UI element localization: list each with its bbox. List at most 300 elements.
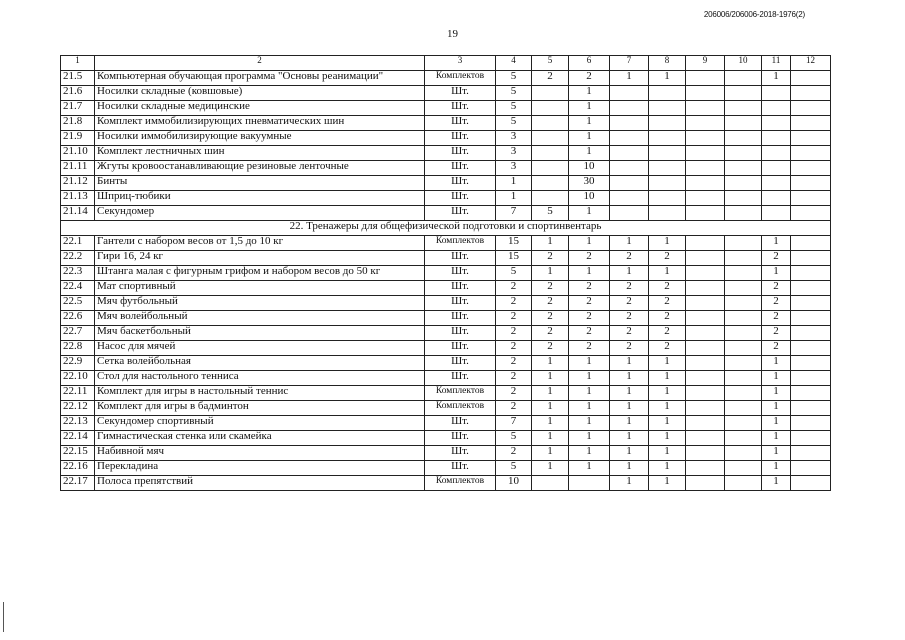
item-name: Комплект для игры в настольный теннис <box>95 386 425 401</box>
quantity-cell-9 <box>686 176 725 191</box>
equipment-table <box>60 55 831 491</box>
quantity-cell-10 <box>725 101 762 116</box>
quantity-cell-6: 2 <box>569 326 610 341</box>
header-col-3: 3 <box>425 56 496 71</box>
item-unit: Шт. <box>425 446 496 461</box>
row-number: 22.3 <box>61 266 95 281</box>
item-unit: Шт. <box>425 296 496 311</box>
item-name: Комплект для игры в бадминтон <box>95 401 425 416</box>
quantity-cell-12 <box>791 371 831 386</box>
item-name: Носилки складные (ковшовые) <box>95 86 425 101</box>
quantity-cell-6: 2 <box>569 341 610 356</box>
header-col-12: 12 <box>791 56 831 71</box>
item-name: Стол для настольного тенниса <box>95 371 425 386</box>
quantity-cell-6: 1 <box>569 386 610 401</box>
quantity-cell-8 <box>649 101 686 116</box>
item-unit: Комплектов <box>425 476 496 491</box>
quantity-cell-6: 2 <box>569 71 610 86</box>
quantity-cell-4: 10 <box>496 476 532 491</box>
margin-mark <box>3 602 4 632</box>
quantity-cell-4: 2 <box>496 356 532 371</box>
row-number: 22.11 <box>61 386 95 401</box>
quantity-cell-7: 1 <box>610 476 649 491</box>
quantity-cell-10 <box>725 401 762 416</box>
quantity-cell-5: 1 <box>532 461 569 476</box>
quantity-cell-11: 1 <box>762 266 791 281</box>
quantity-cell-6: 1 <box>569 356 610 371</box>
quantity-cell-11: 2 <box>762 341 791 356</box>
item-unit: Шт. <box>425 371 496 386</box>
quantity-cell-5: 2 <box>532 326 569 341</box>
table-row <box>61 311 831 326</box>
item-unit: Шт. <box>425 431 496 446</box>
row-number: 22.10 <box>61 371 95 386</box>
quantity-cell-7 <box>610 161 649 176</box>
quantity-cell-12 <box>791 311 831 326</box>
table-row <box>61 461 831 476</box>
quantity-cell-10 <box>725 341 762 356</box>
item-unit: Шт. <box>425 131 496 146</box>
quantity-cell-6: 1 <box>569 101 610 116</box>
row-number: 22.15 <box>61 446 95 461</box>
quantity-cell-5: 2 <box>532 71 569 86</box>
quantity-cell-8: 1 <box>649 416 686 431</box>
item-name: Полоса препятствий <box>95 476 425 491</box>
quantity-cell-7 <box>610 191 649 206</box>
row-number: 21.7 <box>61 101 95 116</box>
quantity-cell-11 <box>762 161 791 176</box>
item-unit: Комплектов <box>425 401 496 416</box>
quantity-cell-9 <box>686 386 725 401</box>
quantity-cell-5: 1 <box>532 416 569 431</box>
quantity-cell-11 <box>762 206 791 221</box>
quantity-cell-8 <box>649 116 686 131</box>
quantity-cell-6: 1 <box>569 236 610 251</box>
item-name: Гимнастическая стенка или скамейка <box>95 431 425 446</box>
quantity-cell-4: 2 <box>496 401 532 416</box>
quantity-cell-6: 1 <box>569 116 610 131</box>
quantity-cell-7: 2 <box>610 326 649 341</box>
quantity-cell-9 <box>686 101 725 116</box>
quantity-cell-7: 1 <box>610 71 649 86</box>
quantity-cell-9 <box>686 206 725 221</box>
quantity-cell-11: 1 <box>762 386 791 401</box>
quantity-cell-8: 1 <box>649 431 686 446</box>
item-unit: Шт. <box>425 311 496 326</box>
quantity-cell-12 <box>791 176 831 191</box>
item-unit: Шт. <box>425 206 496 221</box>
table-row <box>61 86 831 101</box>
quantity-cell-8: 2 <box>649 341 686 356</box>
quantity-cell-8: 1 <box>649 461 686 476</box>
quantity-cell-6: 2 <box>569 251 610 266</box>
quantity-cell-9 <box>686 281 725 296</box>
quantity-cell-4: 2 <box>496 371 532 386</box>
quantity-cell-12 <box>791 206 831 221</box>
quantity-cell-9 <box>686 401 725 416</box>
quantity-cell-10 <box>725 431 762 446</box>
quantity-cell-7 <box>610 131 649 146</box>
quantity-cell-11: 1 <box>762 371 791 386</box>
row-number: 22.4 <box>61 281 95 296</box>
quantity-cell-12 <box>791 341 831 356</box>
document-id: 206006/206006-2018-1976(2) <box>703 10 805 19</box>
quantity-cell-8 <box>649 191 686 206</box>
item-unit: Шт. <box>425 326 496 341</box>
quantity-cell-9 <box>686 446 725 461</box>
header-col-2: 2 <box>95 56 425 71</box>
quantity-cell-5: 1 <box>532 236 569 251</box>
quantity-cell-7: 2 <box>610 251 649 266</box>
item-unit: Шт. <box>425 281 496 296</box>
table-row <box>61 176 831 191</box>
quantity-cell-6: 1 <box>569 431 610 446</box>
quantity-cell-6: 2 <box>569 281 610 296</box>
item-name: Гири 16, 24 кг <box>95 251 425 266</box>
header-col-6: 6 <box>569 56 610 71</box>
quantity-cell-12 <box>791 161 831 176</box>
quantity-cell-9 <box>686 251 725 266</box>
quantity-cell-9 <box>686 296 725 311</box>
row-number: 22.14 <box>61 431 95 446</box>
row-number: 21.14 <box>61 206 95 221</box>
quantity-cell-10 <box>725 71 762 86</box>
quantity-cell-8: 2 <box>649 311 686 326</box>
quantity-cell-10 <box>725 326 762 341</box>
section-row <box>61 221 831 236</box>
table-row <box>61 191 831 206</box>
quantity-cell-12 <box>791 191 831 206</box>
quantity-cell-11: 2 <box>762 251 791 266</box>
table-row <box>61 266 831 281</box>
item-unit: Шт. <box>425 266 496 281</box>
quantity-cell-4: 5 <box>496 71 532 86</box>
item-unit: Шт. <box>425 251 496 266</box>
quantity-cell-7: 2 <box>610 281 649 296</box>
row-number: 21.10 <box>61 146 95 161</box>
quantity-cell-11 <box>762 191 791 206</box>
quantity-cell-5: 1 <box>532 356 569 371</box>
quantity-cell-5: 2 <box>532 251 569 266</box>
item-name: Комплект иммобилизирующих пневматических шин <box>95 116 425 131</box>
quantity-cell-12 <box>791 431 831 446</box>
header-col-4: 4 <box>496 56 532 71</box>
quantity-cell-8: 1 <box>649 266 686 281</box>
quantity-cell-9 <box>686 311 725 326</box>
quantity-cell-12 <box>791 251 831 266</box>
quantity-cell-12 <box>791 461 831 476</box>
item-unit: Шт. <box>425 176 496 191</box>
quantity-cell-4: 2 <box>496 281 532 296</box>
item-name: Гантели с набором весов от 1,5 до 10 кг <box>95 236 425 251</box>
quantity-cell-8 <box>649 86 686 101</box>
item-name: Мат спортивный <box>95 281 425 296</box>
quantity-cell-12 <box>791 446 831 461</box>
table-row <box>61 296 831 311</box>
header-col-8: 8 <box>649 56 686 71</box>
quantity-cell-4: 2 <box>496 446 532 461</box>
quantity-cell-10 <box>725 371 762 386</box>
quantity-cell-4: 3 <box>496 146 532 161</box>
quantity-cell-6 <box>569 476 610 491</box>
item-name: Мяч футбольный <box>95 296 425 311</box>
quantity-cell-10 <box>725 86 762 101</box>
quantity-cell-4: 5 <box>496 116 532 131</box>
row-number: 22.12 <box>61 401 95 416</box>
header-col-9: 9 <box>686 56 725 71</box>
section-title: 22. Тренажеры для общефизической подготовки и спортинвентарь <box>61 221 831 236</box>
item-name: Секундомер спортивный <box>95 416 425 431</box>
table-row <box>61 101 831 116</box>
quantity-cell-5 <box>532 191 569 206</box>
header-col-11: 11 <box>762 56 791 71</box>
quantity-cell-10 <box>725 476 762 491</box>
quantity-cell-12 <box>791 386 831 401</box>
quantity-cell-9 <box>686 326 725 341</box>
quantity-cell-6: 1 <box>569 266 610 281</box>
quantity-cell-9 <box>686 431 725 446</box>
quantity-cell-4: 2 <box>496 386 532 401</box>
table-row <box>61 326 831 341</box>
quantity-cell-5 <box>532 131 569 146</box>
quantity-cell-10 <box>725 266 762 281</box>
item-name: Сетка волейбольная <box>95 356 425 371</box>
quantity-cell-5: 1 <box>532 431 569 446</box>
row-number: 21.11 <box>61 161 95 176</box>
quantity-cell-5 <box>532 86 569 101</box>
quantity-cell-8 <box>649 206 686 221</box>
quantity-cell-12 <box>791 266 831 281</box>
quantity-cell-11 <box>762 116 791 131</box>
quantity-cell-7 <box>610 176 649 191</box>
quantity-cell-9 <box>686 416 725 431</box>
quantity-cell-8: 1 <box>649 401 686 416</box>
quantity-cell-10 <box>725 146 762 161</box>
quantity-cell-7: 1 <box>610 416 649 431</box>
item-unit: Шт. <box>425 86 496 101</box>
item-unit: Шт. <box>425 161 496 176</box>
quantity-cell-4: 5 <box>496 101 532 116</box>
table-row <box>61 476 831 491</box>
item-name: Штанга малая с фигурным грифом и набором весов до 50 кг <box>95 266 425 281</box>
quantity-cell-4: 7 <box>496 206 532 221</box>
header-col-10: 10 <box>725 56 762 71</box>
quantity-cell-9 <box>686 461 725 476</box>
quantity-cell-5: 1 <box>532 446 569 461</box>
item-name: Бинты <box>95 176 425 191</box>
item-name: Носилки складные медицинские <box>95 101 425 116</box>
quantity-cell-8: 1 <box>649 386 686 401</box>
quantity-cell-8: 1 <box>649 236 686 251</box>
quantity-cell-11: 1 <box>762 461 791 476</box>
quantity-cell-7: 1 <box>610 386 649 401</box>
item-name: Мяч баскетбольный <box>95 326 425 341</box>
quantity-cell-6: 2 <box>569 296 610 311</box>
item-name: Секундомер <box>95 206 425 221</box>
quantity-cell-8: 1 <box>649 371 686 386</box>
row-number: 21.5 <box>61 71 95 86</box>
quantity-cell-6: 10 <box>569 191 610 206</box>
quantity-cell-10 <box>725 281 762 296</box>
quantity-cell-7: 1 <box>610 266 649 281</box>
quantity-cell-4: 5 <box>496 266 532 281</box>
row-number: 22.8 <box>61 341 95 356</box>
table-row <box>61 161 831 176</box>
row-number: 21.12 <box>61 176 95 191</box>
quantity-cell-12 <box>791 101 831 116</box>
quantity-cell-10 <box>725 236 762 251</box>
quantity-cell-4: 2 <box>496 311 532 326</box>
quantity-cell-5 <box>532 146 569 161</box>
quantity-cell-9 <box>686 191 725 206</box>
quantity-cell-11 <box>762 176 791 191</box>
quantity-cell-11 <box>762 131 791 146</box>
quantity-cell-4: 15 <box>496 236 532 251</box>
quantity-cell-9 <box>686 131 725 146</box>
quantity-cell-7 <box>610 86 649 101</box>
quantity-cell-5: 2 <box>532 296 569 311</box>
quantity-cell-12 <box>791 86 831 101</box>
quantity-cell-8 <box>649 176 686 191</box>
quantity-cell-11: 2 <box>762 281 791 296</box>
quantity-cell-6: 10 <box>569 161 610 176</box>
table-row <box>61 116 831 131</box>
item-unit: Комплектов <box>425 386 496 401</box>
quantity-cell-12 <box>791 71 831 86</box>
row-number: 22.2 <box>61 251 95 266</box>
item-unit: Шт. <box>425 341 496 356</box>
quantity-cell-6: 1 <box>569 146 610 161</box>
quantity-cell-12 <box>791 296 831 311</box>
quantity-cell-6: 1 <box>569 86 610 101</box>
item-unit: Шт. <box>425 116 496 131</box>
quantity-cell-6: 1 <box>569 461 610 476</box>
table-row <box>61 146 831 161</box>
quantity-cell-7: 1 <box>610 446 649 461</box>
quantity-cell-11 <box>762 146 791 161</box>
row-number: 22.5 <box>61 296 95 311</box>
quantity-cell-10 <box>725 116 762 131</box>
quantity-cell-11: 2 <box>762 296 791 311</box>
quantity-cell-12 <box>791 356 831 371</box>
item-unit: Комплектов <box>425 236 496 251</box>
quantity-cell-10 <box>725 416 762 431</box>
table-row <box>61 206 831 221</box>
quantity-cell-10 <box>725 131 762 146</box>
table-row <box>61 416 831 431</box>
row-number: 21.13 <box>61 191 95 206</box>
item-unit: Шт. <box>425 101 496 116</box>
quantity-cell-6: 30 <box>569 176 610 191</box>
quantity-cell-8: 1 <box>649 356 686 371</box>
quantity-cell-9 <box>686 161 725 176</box>
quantity-cell-12 <box>791 401 831 416</box>
quantity-cell-7: 2 <box>610 341 649 356</box>
table-row <box>61 131 831 146</box>
quantity-cell-5 <box>532 116 569 131</box>
quantity-cell-11: 2 <box>762 326 791 341</box>
quantity-cell-8: 2 <box>649 281 686 296</box>
quantity-cell-12 <box>791 416 831 431</box>
quantity-cell-5 <box>532 101 569 116</box>
table-row <box>61 281 831 296</box>
quantity-cell-4: 5 <box>496 461 532 476</box>
quantity-cell-7: 2 <box>610 311 649 326</box>
row-number: 21.6 <box>61 86 95 101</box>
table-row <box>61 236 831 251</box>
quantity-cell-5: 1 <box>532 401 569 416</box>
quantity-cell-4: 15 <box>496 251 532 266</box>
quantity-cell-10 <box>725 356 762 371</box>
quantity-cell-10 <box>725 161 762 176</box>
quantity-cell-7: 1 <box>610 236 649 251</box>
quantity-cell-7: 1 <box>610 431 649 446</box>
quantity-cell-9 <box>686 371 725 386</box>
quantity-cell-11: 1 <box>762 401 791 416</box>
quantity-cell-4: 1 <box>496 176 532 191</box>
item-unit: Шт. <box>425 356 496 371</box>
quantity-cell-12 <box>791 116 831 131</box>
quantity-cell-8: 1 <box>649 71 686 86</box>
table-row <box>61 356 831 371</box>
item-unit: Шт. <box>425 191 496 206</box>
quantity-cell-11: 1 <box>762 71 791 86</box>
quantity-cell-5: 1 <box>532 266 569 281</box>
row-number: 22.9 <box>61 356 95 371</box>
quantity-cell-10 <box>725 251 762 266</box>
quantity-cell-6: 1 <box>569 401 610 416</box>
item-name: Компьютерная обучающая программа "Основы реанимации" <box>95 71 425 86</box>
quantity-cell-10 <box>725 386 762 401</box>
quantity-cell-10 <box>725 176 762 191</box>
quantity-cell-9 <box>686 86 725 101</box>
quantity-cell-12 <box>791 281 831 296</box>
quantity-cell-5 <box>532 161 569 176</box>
quantity-cell-5 <box>532 476 569 491</box>
quantity-cell-4: 5 <box>496 431 532 446</box>
row-number: 22.16 <box>61 461 95 476</box>
quantity-cell-5 <box>532 176 569 191</box>
quantity-cell-11: 1 <box>762 446 791 461</box>
item-name: Перекладина <box>95 461 425 476</box>
header-col-1: 1 <box>61 56 95 71</box>
quantity-cell-12 <box>791 146 831 161</box>
quantity-cell-4: 3 <box>496 131 532 146</box>
quantity-cell-7: 1 <box>610 371 649 386</box>
page-number: 19 <box>447 28 458 40</box>
quantity-cell-7: 2 <box>610 296 649 311</box>
quantity-cell-5: 1 <box>532 371 569 386</box>
quantity-cell-8: 2 <box>649 326 686 341</box>
quantity-cell-6: 1 <box>569 131 610 146</box>
row-number: 21.9 <box>61 131 95 146</box>
table-row <box>61 431 831 446</box>
quantity-cell-10 <box>725 446 762 461</box>
quantity-cell-10 <box>725 461 762 476</box>
quantity-cell-10 <box>725 191 762 206</box>
quantity-cell-8: 1 <box>649 476 686 491</box>
quantity-cell-12 <box>791 476 831 491</box>
quantity-cell-7 <box>610 206 649 221</box>
quantity-cell-10 <box>725 296 762 311</box>
header-col-7: 7 <box>610 56 649 71</box>
item-name: Набивной мяч <box>95 446 425 461</box>
quantity-cell-7: 1 <box>610 356 649 371</box>
quantity-cell-8 <box>649 161 686 176</box>
quantity-cell-6: 1 <box>569 446 610 461</box>
quantity-cell-8 <box>649 131 686 146</box>
quantity-cell-8: 1 <box>649 446 686 461</box>
